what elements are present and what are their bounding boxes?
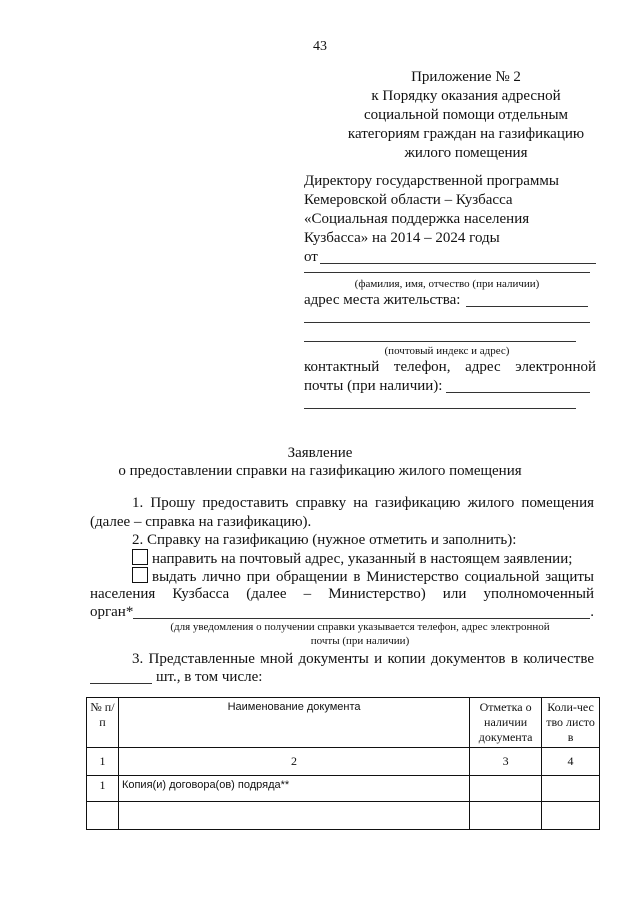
from-field[interactable] bbox=[320, 263, 596, 264]
numbering-cell: 4 bbox=[542, 748, 600, 776]
option-1-checkbox[interactable] bbox=[132, 549, 148, 565]
organ-field[interactable] bbox=[133, 618, 590, 619]
contact-line1: контактный телефон, адрес электронной bbox=[304, 359, 596, 375]
addressee-block bbox=[304, 172, 596, 267]
option-2-checkbox[interactable] bbox=[132, 567, 148, 583]
note-line1: (для уведомления о получении справки указывается телефон, адрес электронной bbox=[170, 621, 550, 633]
count-label: шт., в том числе: bbox=[156, 669, 263, 685]
organ-end: . bbox=[590, 604, 594, 620]
contact-row bbox=[304, 377, 596, 396]
page-number: 43 bbox=[313, 39, 327, 54]
table-numbering-row bbox=[87, 748, 600, 776]
postal-hint: (почтовый индекс и адрес) bbox=[384, 345, 510, 357]
contact-field[interactable] bbox=[446, 392, 590, 393]
addressee-line: Кузбасса» на 2014 – 2024 годы bbox=[304, 230, 500, 246]
address-field-line2[interactable] bbox=[304, 322, 590, 323]
row-doc-name[interactable] bbox=[118, 802, 469, 830]
paragraph-1-line2: (далее – справка на газификацию). bbox=[90, 514, 312, 530]
paragraph-2: 2. Справку на газификацию (нужное отметить и заполнить): bbox=[132, 532, 517, 548]
numbering-cell: 1 bbox=[87, 748, 119, 776]
paragraph-3-line1: 3. Представленные мной документы и копии документов в количестве bbox=[132, 651, 594, 667]
paragraph-3-line2 bbox=[90, 668, 594, 687]
table-header-row bbox=[87, 698, 600, 748]
option-2-line2: населения Кузбасса (далее – Министерство) или уполномоченный bbox=[90, 586, 594, 602]
row-sheets-cell[interactable] bbox=[542, 802, 600, 830]
addressee-line: «Социальная поддержка населения bbox=[304, 211, 530, 227]
address-label: адрес места жительства: bbox=[304, 292, 461, 308]
contact-label: почты (при наличии): bbox=[304, 378, 443, 394]
count-field[interactable] bbox=[90, 683, 152, 684]
row-mark-cell[interactable] bbox=[470, 776, 542, 802]
row-number: 1 bbox=[87, 776, 119, 802]
option-2-line1 bbox=[132, 567, 594, 587]
addressee-line: Кемеровской области – Кузбасса bbox=[304, 192, 513, 208]
table-row bbox=[87, 776, 600, 802]
contact-field-line2[interactable] bbox=[304, 408, 576, 409]
addressee-line: Директору государственной программы bbox=[304, 173, 559, 189]
address-field-line3[interactable] bbox=[304, 341, 576, 342]
option-2-label: выдать лично при обращении в Министерство социальной защиты bbox=[152, 569, 594, 585]
appendix-line: социальной помощи отдельным bbox=[363, 107, 569, 123]
appendix-line: категориям граждан на газификацию bbox=[347, 126, 585, 142]
header-name: Наименование документа bbox=[118, 698, 469, 748]
appendix-title: Приложение № 2 bbox=[411, 69, 521, 85]
header-sheets: Коли-чество листов bbox=[542, 698, 600, 748]
statement-title: Заявление bbox=[287, 445, 353, 461]
appendix-line: к Порядку оказания адресной bbox=[371, 88, 561, 104]
numbering-cell: 2 bbox=[118, 748, 469, 776]
header-mark: Отметка о наличии документа bbox=[470, 698, 542, 748]
from-label: от bbox=[304, 249, 318, 265]
appendix-block bbox=[336, 68, 596, 163]
row-doc-name: Копия(и) договора(ов) подряда** bbox=[118, 776, 469, 802]
row-sheets-cell[interactable] bbox=[542, 776, 600, 802]
option-1 bbox=[132, 549, 594, 569]
address-row bbox=[304, 291, 596, 310]
appendix-line: жилого помещения bbox=[404, 145, 528, 161]
row-mark-cell[interactable] bbox=[470, 802, 542, 830]
statement-subtitle: о предоставлении справки на газификацию жилого помещения bbox=[118, 463, 522, 479]
documents-table bbox=[86, 697, 600, 830]
row-number bbox=[87, 802, 119, 830]
table-row bbox=[87, 802, 600, 830]
fio-hint: (фамилия, имя, отчество (при наличии) bbox=[354, 278, 540, 290]
address-field[interactable] bbox=[466, 306, 588, 307]
option-1-label: направить на почтовый адрес, указанный в настоящем заявлении; bbox=[152, 551, 573, 567]
fio-field[interactable] bbox=[304, 272, 590, 273]
note-line2: почты (при наличии) bbox=[310, 635, 410, 647]
organ-label: орган* bbox=[90, 604, 134, 620]
from-row bbox=[304, 248, 596, 267]
paragraph-1-line1: 1. Прошу предоставить справку на газификацию жилого помещения bbox=[132, 495, 594, 511]
numbering-cell: 3 bbox=[470, 748, 542, 776]
header-number: № п/п bbox=[87, 698, 119, 748]
